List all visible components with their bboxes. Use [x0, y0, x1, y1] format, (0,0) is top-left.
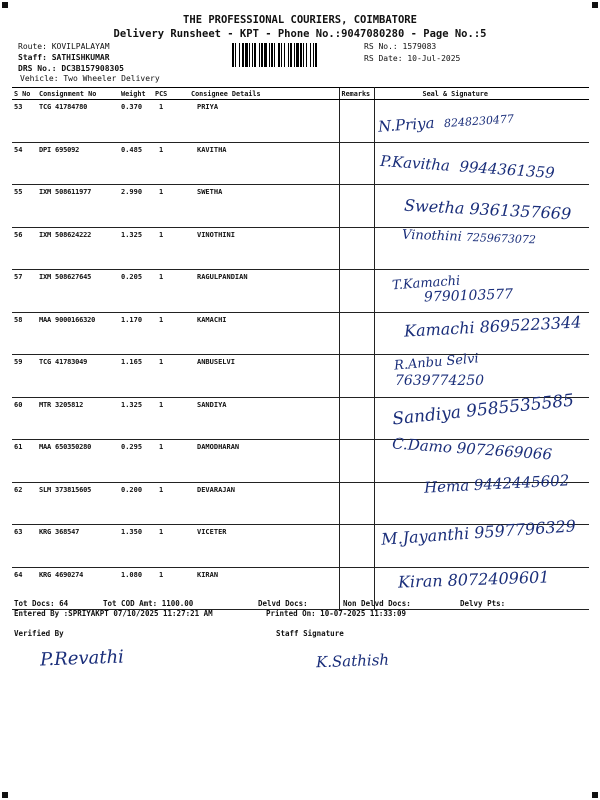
- staff-label: Staff: SATHISHKUMAR: [18, 53, 110, 62]
- col-header-sno: S No: [12, 88, 37, 100]
- cell-pcs: 1: [153, 440, 189, 483]
- barcode-bar: [249, 43, 250, 67]
- cell-consignment-no: IXM 508611977: [37, 185, 119, 228]
- cell-consignee: VINOTHINI: [189, 227, 339, 270]
- cell-consignment-no: TCG 41783049: [37, 355, 119, 398]
- cell-weight: 0.205: [119, 270, 153, 313]
- cell-serial-no: 59: [12, 355, 37, 398]
- cell-weight: 2.990: [119, 185, 153, 228]
- cell-serial-no: 53: [12, 100, 37, 143]
- vehicle-label: Vehicle: Two Wheeler Delivery: [20, 74, 160, 83]
- cell-weight: 1.350: [119, 525, 153, 568]
- verifier-signature: P.Revathi: [39, 646, 125, 671]
- cell-weight: 1.325: [119, 227, 153, 270]
- cell-consignee: SWETHA: [189, 185, 339, 228]
- document-subtitle: Delivery Runsheet - KPT - Phone No.:9047080280 - Page No.:5: [113, 28, 487, 40]
- cell-remarks: [339, 355, 374, 398]
- cell-serial-no: 55: [12, 185, 37, 228]
- total-docs: Tot Docs: 64: [14, 599, 69, 608]
- cell-consignment-no: KRG 368547: [37, 525, 119, 568]
- cell-consignee: KAVITHA: [189, 142, 339, 185]
- staff-signature: K.Sathish: [315, 650, 390, 672]
- receiver-signature: T.Kamachi: [391, 273, 461, 294]
- receiver-signature: N.Priya 8248230477: [377, 112, 515, 136]
- barcode: [232, 43, 356, 67]
- receiver-signature: 7639774250: [395, 373, 485, 389]
- cell-remarks: [339, 270, 374, 313]
- corner-mark: [2, 792, 8, 798]
- barcode-bar: [278, 43, 280, 67]
- cell-serial-no: 56: [12, 227, 37, 270]
- cell-pcs: 1: [153, 100, 189, 143]
- barcode-bar: [274, 43, 275, 67]
- barcode-bar: [252, 43, 253, 67]
- receiver-signature: P.Kavitha 9944361359: [379, 151, 556, 183]
- barcode-bar: [232, 43, 234, 67]
- cell-remarks: [339, 142, 374, 185]
- cell-weight: 0.485: [119, 142, 153, 185]
- cell-pcs: 1: [153, 567, 189, 610]
- cell-weight: 0.370: [119, 100, 153, 143]
- cell-consignment-no: DPI 695092: [37, 142, 119, 185]
- cell-consignee: KIRAN: [189, 567, 339, 610]
- barcode-bar: [245, 43, 248, 67]
- col-header-signature: Seal & Signature: [374, 88, 589, 100]
- staff-signature-label: Staff Signature: [276, 629, 344, 638]
- barcode-bar: [281, 43, 282, 67]
- cell-pcs: 1: [153, 397, 189, 440]
- col-header-consignee: Consignee Details: [189, 88, 339, 100]
- cell-serial-no: 54: [12, 142, 37, 185]
- col-header-consignment: Consignment No: [37, 88, 119, 100]
- barcode-bar: [239, 43, 240, 67]
- barcode-bar: [290, 43, 292, 67]
- cell-remarks: [339, 397, 374, 440]
- cell-consignment-no: MAA 9000166320: [37, 312, 119, 355]
- cell-consignment-no: IXM 508624222: [37, 227, 119, 270]
- cell-consignment-no: SLM 373815605: [37, 482, 119, 525]
- cell-serial-no: 60: [12, 397, 37, 440]
- cell-remarks: [339, 185, 374, 228]
- receiver-signature: M.Jayanthi 9597796329: [380, 516, 577, 549]
- table-header-row: [12, 88, 589, 100]
- cell-consignment-no: TCG 41784780: [37, 100, 119, 143]
- cell-remarks: [339, 312, 374, 355]
- cell-serial-no: 58: [12, 312, 37, 355]
- cell-consignee: RAGULPANDIAN: [189, 270, 339, 313]
- cell-weight: 0.295: [119, 440, 153, 483]
- receiver-signature: C.Damo 9072669066: [391, 434, 553, 464]
- barcode-bar: [254, 43, 256, 67]
- cell-consignee: SANDIYA: [189, 397, 339, 440]
- delivered-docs: Delvd Docs:: [258, 599, 308, 608]
- cell-serial-no: 62: [12, 482, 37, 525]
- barcode-bar: [235, 43, 236, 67]
- entered-by: Entered By :SPRIYAKPT 07/10/2025 11:27:21 AM: [14, 609, 213, 618]
- cell-weight: 1.325: [119, 397, 153, 440]
- barcode-bar: [303, 43, 304, 67]
- printed-on: Printed On: 10-07-2025 11:33:09: [266, 609, 406, 618]
- cell-consignee: DEVARAJAN: [189, 482, 339, 525]
- receiver-signature: Kamachi 8695223344: [403, 312, 582, 341]
- receiver-signature: Kiran 8072409601: [397, 567, 550, 592]
- rs-date: RS Date: 10-Jul-2025: [364, 54, 461, 63]
- receiver-signature: 9790103577: [423, 286, 514, 306]
- corner-mark: [592, 792, 598, 798]
- barcode-bar: [313, 43, 314, 67]
- cell-pcs: 1: [153, 185, 189, 228]
- barcode-bar: [269, 43, 270, 67]
- col-header-remarks: Remarks: [339, 88, 374, 100]
- barcode-bar: [294, 43, 295, 67]
- cell-serial-no: 63: [12, 525, 37, 568]
- cell-pcs: 1: [153, 525, 189, 568]
- cell-pcs: 1: [153, 227, 189, 270]
- cell-consignee: VICETER: [189, 525, 339, 568]
- cell-pcs: 1: [153, 482, 189, 525]
- cell-pcs: 1: [153, 312, 189, 355]
- cell-serial-no: 61: [12, 440, 37, 483]
- barcode-bar: [306, 43, 307, 67]
- barcode-bar: [259, 43, 260, 67]
- receiver-signature: Hema 9442445602: [423, 471, 570, 497]
- cell-remarks: [339, 100, 374, 143]
- cell-weight: 1.165: [119, 355, 153, 398]
- corner-mark: [2, 2, 8, 8]
- cell-remarks: [339, 227, 374, 270]
- receiver-signature: Sandiya 9585535585: [391, 390, 575, 430]
- delivery-points: Delvy Pts:: [460, 599, 506, 608]
- cell-pcs: 1: [153, 355, 189, 398]
- receiver-signature: R.Anbu Selvi: [393, 351, 480, 374]
- receiver-signature: Vinothini 7259673072: [401, 227, 537, 247]
- corner-mark: [592, 2, 598, 8]
- cell-consignment-no: IXM 508627645: [37, 270, 119, 313]
- cell-consignee: KAMACHI: [189, 312, 339, 355]
- receiver-signature: Swetha 9361357669: [403, 195, 572, 224]
- cell-weight: 1.080: [119, 567, 153, 610]
- col-header-pcs: PCS: [153, 88, 189, 100]
- cell-consignment-no: MTR 3205812: [37, 397, 119, 440]
- barcode-bar: [310, 43, 311, 67]
- barcode-bar: [271, 43, 273, 67]
- barcode-bar: [264, 43, 267, 67]
- cell-weight: 1.170: [119, 312, 153, 355]
- barcode-bar: [315, 43, 317, 67]
- barcode-bar: [242, 43, 244, 67]
- cell-weight: 0.200: [119, 482, 153, 525]
- cell-remarks: [339, 440, 374, 483]
- total-cod-amount: Tot COD Amt: 1100.00: [103, 599, 194, 608]
- document-title: THE PROFESSIONAL COURIERS, COIMBATORE: [183, 14, 417, 26]
- cell-serial-no: 57: [12, 270, 37, 313]
- cell-remarks: [339, 482, 374, 525]
- cell-consignee: DAMODHARAN: [189, 440, 339, 483]
- rs-number: RS No.: 1579083: [364, 42, 437, 51]
- cell-pcs: 1: [153, 142, 189, 185]
- verified-by-label: Verified By: [14, 629, 64, 638]
- barcode-bar: [296, 43, 299, 67]
- barcode-bar: [284, 43, 285, 67]
- barcode-bar: [300, 43, 302, 67]
- cell-serial-no: 64: [12, 567, 37, 610]
- cell-consignment-no: KRG 4690274: [37, 567, 119, 610]
- cell-consignee: ANBUSELVI: [189, 355, 339, 398]
- cell-consignment-no: MAA 650350280: [37, 440, 119, 483]
- cell-pcs: 1: [153, 270, 189, 313]
- barcode-bar: [261, 43, 263, 67]
- table-row: [12, 355, 589, 398]
- non-delivered-docs: Non Delvd Docs:: [343, 599, 411, 608]
- drs-label: DRS No.: DC3B157908305: [18, 64, 124, 73]
- cell-remarks: [339, 525, 374, 568]
- cell-consignee: PRIYA: [189, 100, 339, 143]
- barcode-bar: [288, 43, 289, 67]
- route-label: Route: KOVILPALAYAM: [18, 42, 110, 51]
- col-header-weight: Weight: [119, 88, 153, 100]
